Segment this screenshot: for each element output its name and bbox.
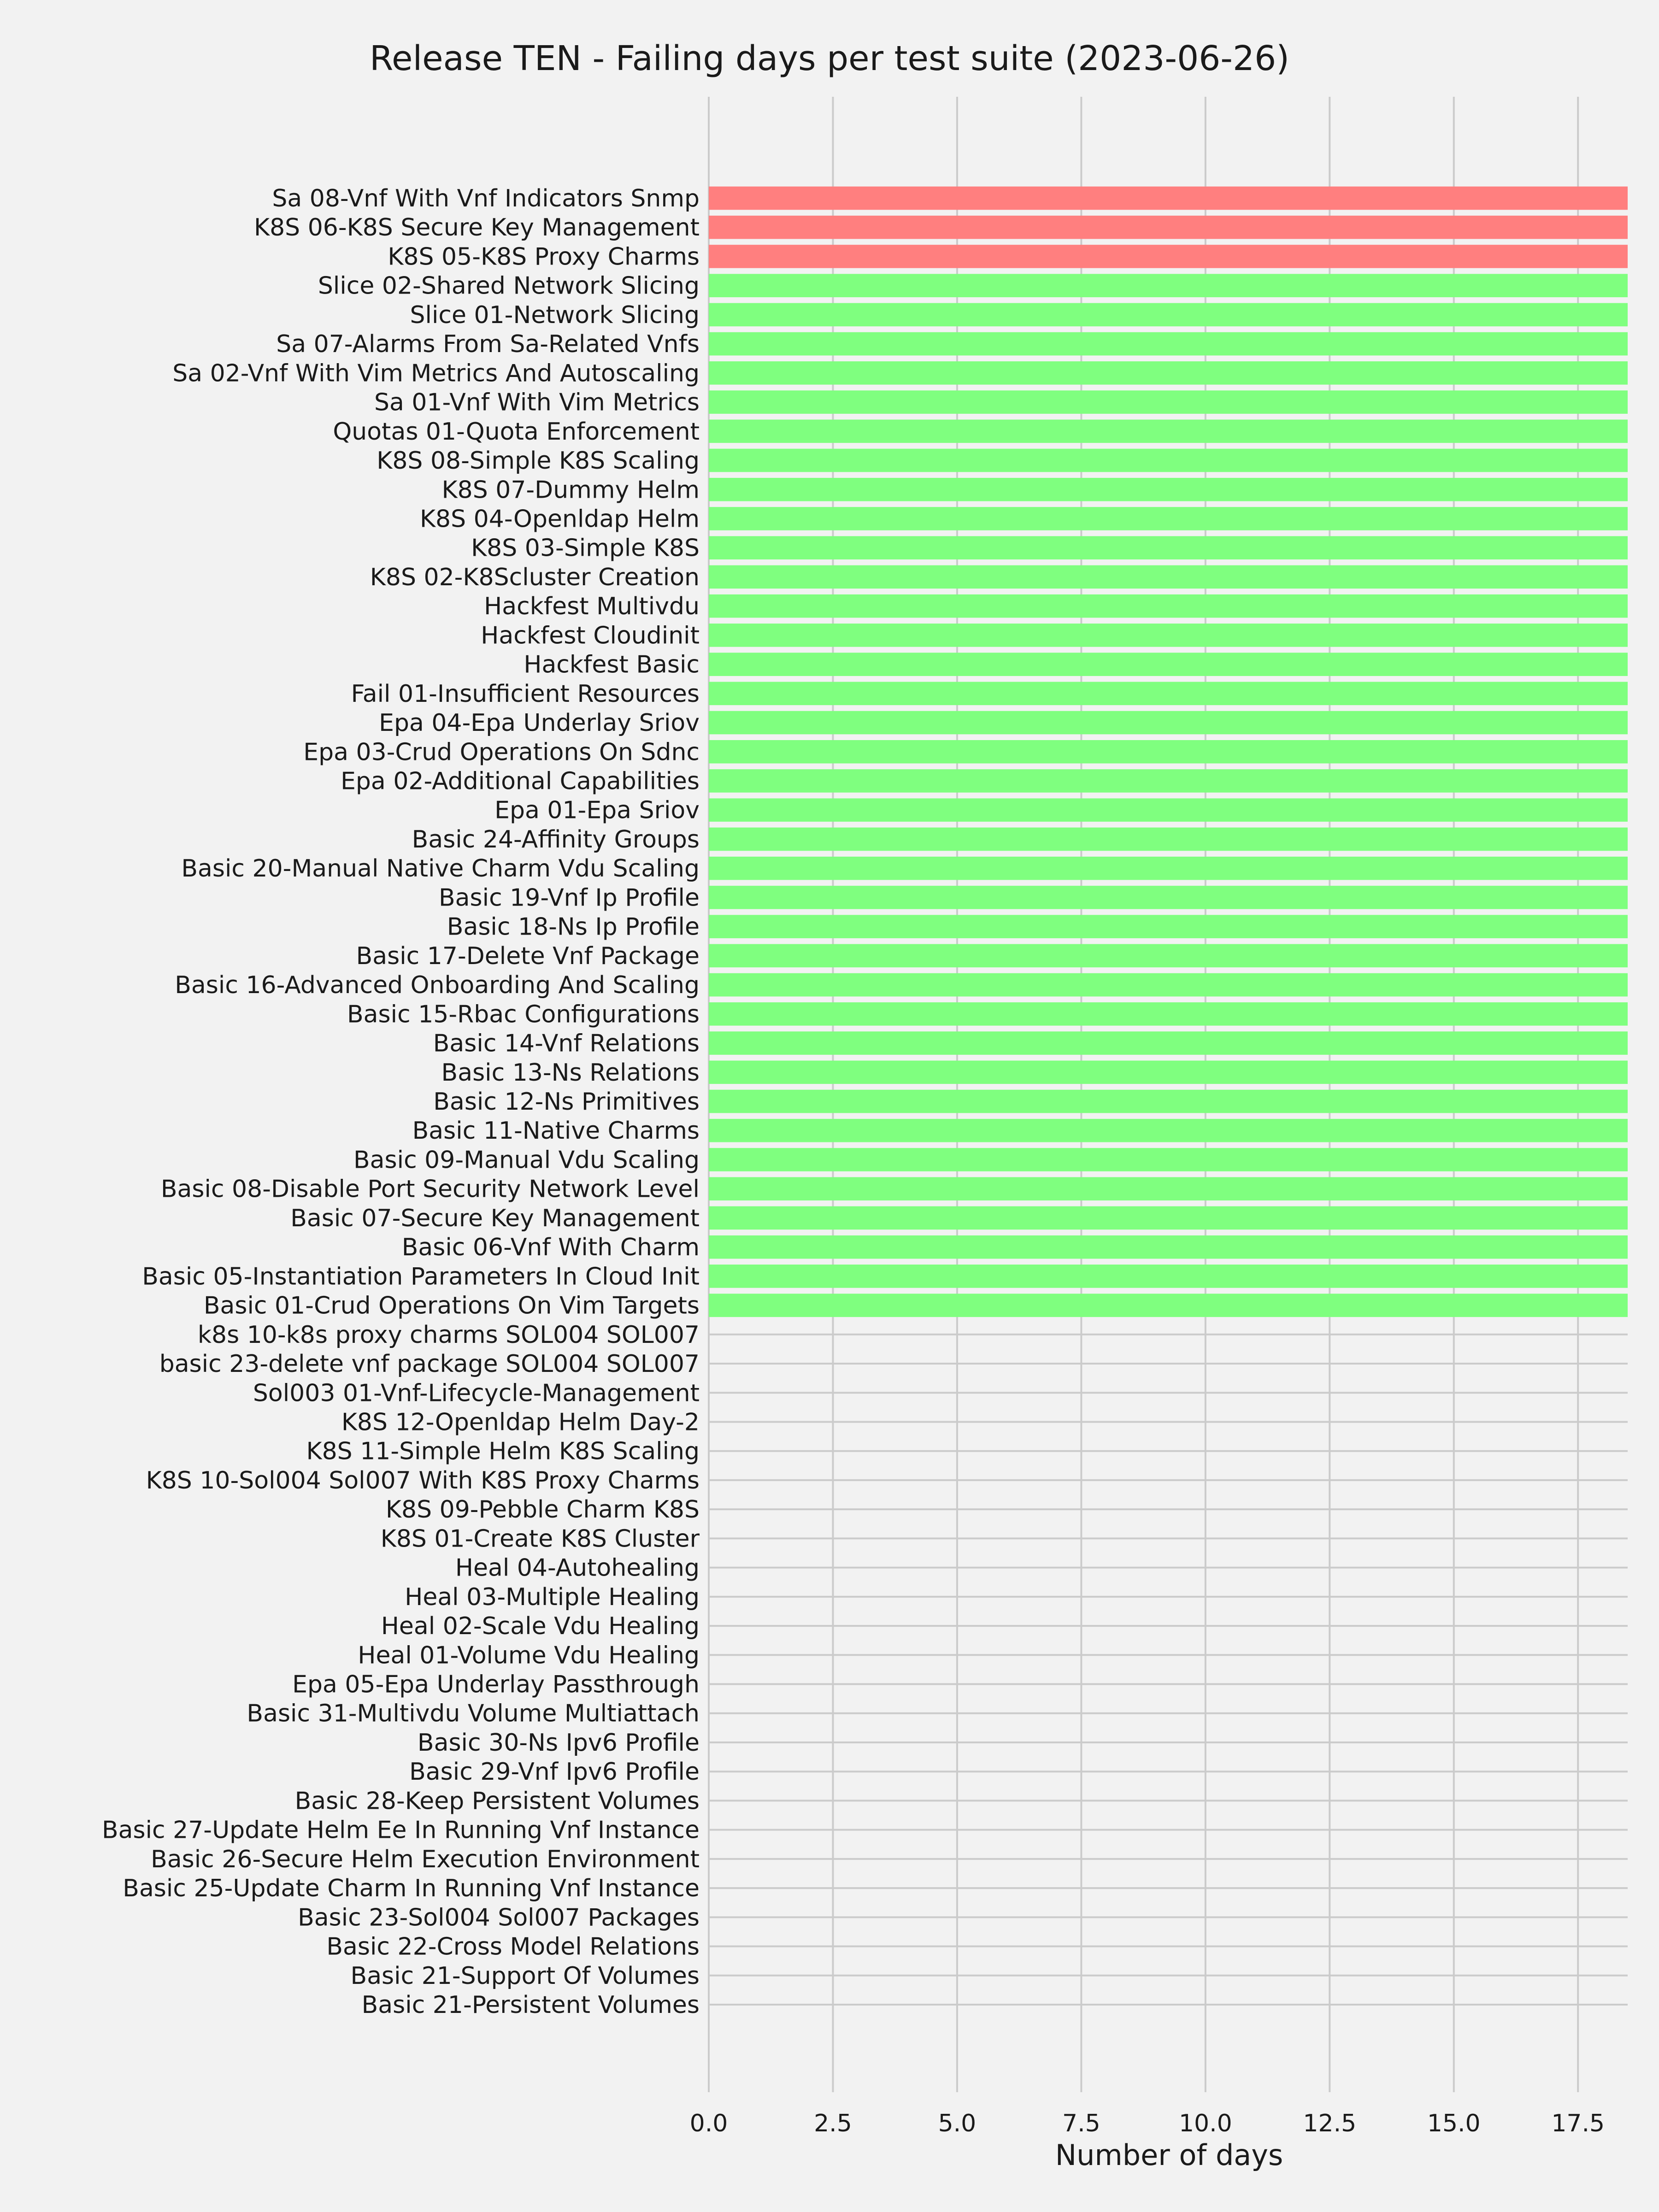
x-tick-label: 5.0 [938,2110,977,2137]
y-tick-label: Basic 28-Keep Persistent Volumes [294,1787,700,1815]
bar-passing [709,1177,1628,1200]
y-tick-label: Sa 08-Vnf With Vnf Indicators Snmp [272,185,700,212]
bar-passing [709,769,1628,793]
y-tick-label: Hackfest Cloudinit [481,622,700,650]
bar-passing [709,973,1628,997]
bar-passing [709,303,1628,327]
x-tick-label: 0.0 [689,2110,728,2137]
y-tick-label: K8S 09-Pebble Charm K8S [385,1496,700,1524]
y-tick-label: Basic 30-Ns Ipv6 Profile [417,1729,700,1757]
y-tick-label: Basic 21-Persistent Volumes [361,1991,700,2019]
y-tick-label: Basic 26-Secure Helm Execution Environment [151,1845,700,1873]
y-tick-label: Basic 09-Manual Vdu Scaling [353,1146,700,1174]
x-tick-label: 2.5 [814,2110,852,2137]
bar-passing [709,361,1628,385]
y-tick-label: Epa 01-Epa Sriov [494,796,700,824]
bar-passing [709,1060,1628,1084]
x-tick-label: 17.5 [1551,2110,1605,2137]
bar-passing [709,1235,1628,1259]
y-tick-label: K8S 06-K8S Secure Key Management [253,214,700,242]
bar-passing [709,536,1628,559]
bar-passing [709,332,1628,356]
y-tick-label: Basic 19-Vnf Ip Profile [438,884,700,912]
x-tick-label: 7.5 [1062,2110,1100,2137]
x-axis-label: Number of days [1055,2138,1283,2172]
y-tick-label: Heal 04-Autohealing [455,1554,700,1582]
y-tick-label: Epa 05-Epa Underlay Passthrough [292,1671,700,1699]
bar-passing [709,565,1628,589]
y-tick-label: Fail 01-Insufficient Resources [351,680,700,708]
y-tick-label: Basic 22-Cross Model Relations [326,1933,700,1961]
y-tick-label: basic 23-delete vnf package SOL004 SOL007 [159,1350,700,1378]
bar-passing [709,449,1628,472]
bar-passing [709,390,1628,414]
chart-title: Release TEN - Failing days per test suite (2023-06-26) [369,39,1290,78]
bar-passing [709,1294,1628,1317]
bar-passing [709,944,1628,968]
bar-passing [709,682,1628,706]
y-tick-label: Heal 01-Volume Vdu Healing [358,1641,700,1670]
y-tick-label: Basic 11-Native Charms [412,1117,700,1145]
y-tick-label: Basic 17-Delete Vnf Package [356,942,700,970]
bar-passing [709,740,1628,764]
y-tick-label: Basic 06-Vnf With Charm [401,1234,700,1262]
y-tick-label: Basic 20-Manual Native Charm Vdu Scaling [181,855,700,883]
y-tick-label: Hackfest Multivdu [484,593,700,621]
bar-passing [709,1031,1628,1055]
bar-passing [709,798,1628,822]
y-tick-label: Basic 25-Update Charm In Running Vnf Instance [123,1875,700,1903]
bar-passing [709,653,1628,676]
bar-failing [709,245,1628,268]
y-tick-label: Basic 16-Advanced Onboarding And Scaling [175,971,700,1000]
y-tick-label: Basic 18-Ns Ip Profile [447,913,700,941]
y-tick-label: Basic 27-Update Helm Ee In Running Vnf Instance [101,1816,700,1844]
y-tick-label: Basic 29-Vnf Ipv6 Profile [409,1758,700,1786]
y-tick-label: Basic 07-Secure Key Management [290,1204,700,1232]
y-tick-label: K8S 11-Simple Helm K8S Scaling [306,1437,700,1465]
bar-failing [709,216,1628,239]
bar-passing [709,1148,1628,1171]
y-tick-label: Quotas 01-Quota Enforcement [333,418,700,446]
y-tick-label: Slice 01-Network Slicing [410,301,700,329]
y-tick-label: Sa 01-Vnf With Vim Metrics [374,388,700,417]
y-tick-label: K8S 07-Dummy Helm [441,476,700,504]
x-tick-label: 10.0 [1178,2110,1232,2137]
y-tick-label: Basic 14-Vnf Relations [433,1030,700,1058]
bar-passing [709,1119,1628,1142]
y-tick-label: Basic 08-Disable Port Security Network Level [160,1175,700,1203]
y-tick-label: Epa 02-Additional Capabilities [341,767,700,795]
x-tick-label: 15.0 [1427,2110,1481,2137]
bar-failing [709,187,1628,210]
bar-passing [709,1002,1628,1026]
bar-passing [709,1265,1628,1288]
bar-passing [709,594,1628,618]
y-tick-label: Basic 23-Sol004 Sol007 Packages [298,1904,700,1932]
bar-passing [709,915,1628,938]
y-tick-label: Heal 02-Scale Vdu Healing [381,1612,700,1641]
y-tick-label: K8S 01-Create K8S Cluster [380,1525,700,1553]
bar-passing [709,420,1628,443]
bar-passing [709,1090,1628,1113]
y-tick-label: K8S 10-Sol004 Sol007 With K8S Proxy Charms [146,1466,700,1494]
y-tick-label: K8S 02-K8Scluster Creation [370,563,700,591]
y-tick-label: Basic 31-Multivdu Volume Multiattach [247,1700,700,1728]
y-tick-label: Hackfest Basic [524,651,700,679]
y-tick-label: K8S 03-Simple K8S [471,534,700,562]
y-tick-label: Sa 02-Vnf With Vim Metrics And Autoscaling [172,359,700,388]
bar-passing [709,886,1628,909]
x-tick-label: 12.5 [1303,2110,1357,2137]
y-tick-label: K8S 12-Openldap Helm Day-2 [341,1408,700,1436]
y-tick-label: Epa 03-Crud Operations On Sdnc [303,738,700,766]
y-tick-label: Basic 15-Rbac Configurations [347,1000,700,1029]
y-tick-label: Epa 04-Epa Underlay Sriov [379,709,700,737]
y-tick-label: K8S 08-Simple K8S Scaling [377,447,700,475]
y-tick-label: Basic 05-Instantiation Parameters In Cloud Init [142,1263,700,1291]
bar-passing [709,507,1628,530]
y-tick-label: Slice 02-Shared Network Slicing [318,272,700,300]
bar-passing [709,478,1628,501]
bar-passing [709,711,1628,735]
bar-passing [709,1206,1628,1230]
y-tick-label: k8s 10-k8s proxy charms SOL004 SOL007 [197,1321,700,1349]
bar-passing [709,274,1628,297]
y-tick-label: Basic 13-Ns Relations [441,1059,700,1087]
y-tick-label: Basic 12-Ns Primitives [433,1088,700,1116]
y-tick-label: Basic 21-Support Of Volumes [350,1962,700,1990]
bar-passing [709,857,1628,880]
bar-passing [709,624,1628,647]
y-tick-label: Basic 01-Crud Operations On Vim Targets [203,1292,700,1320]
y-tick-label: Sa 07-Alarms From Sa-Related Vnfs [276,330,700,359]
bar-passing [709,828,1628,851]
y-tick-label: Sol003 01-Vnf-Lifecycle-Management [253,1379,700,1407]
y-tick-label: K8S 05-K8S Proxy Charms [388,243,700,271]
y-tick-label: K8S 04-Openldap Helm [419,505,700,533]
y-tick-label: Basic 24-Affinity Groups [412,825,700,853]
y-tick-label: Heal 03-Multiple Healing [405,1583,700,1611]
